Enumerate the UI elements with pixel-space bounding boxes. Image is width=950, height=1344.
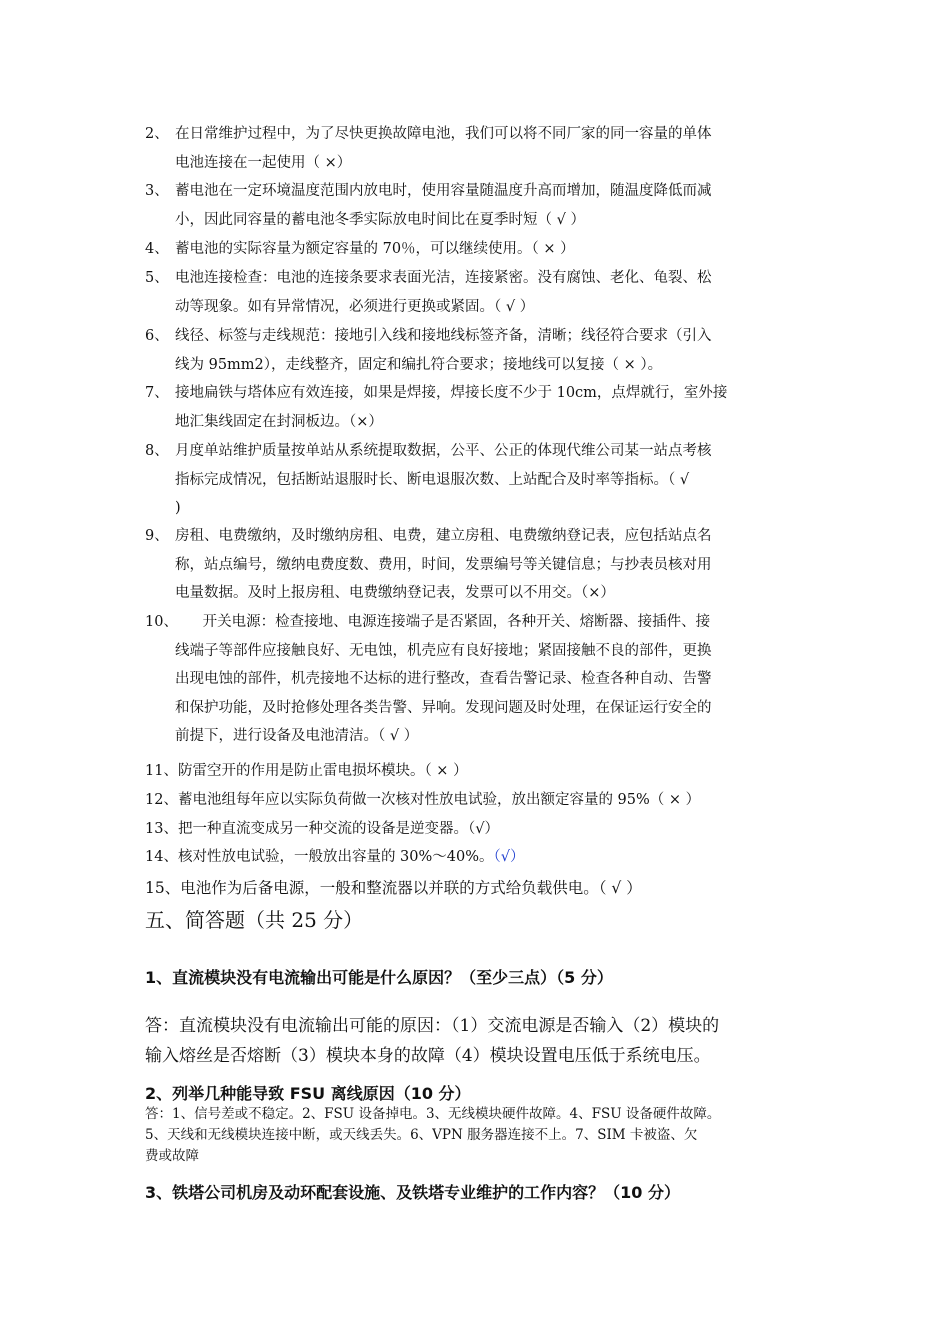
section-title: 五、简答题（共 25 分） (145, 908, 364, 932)
answer-line: 5、天线和无线模块连接中断，或天线丢失。6、VPN 服务器连接不上。7、SIM 卡被盗、欠 (145, 1127, 698, 1143)
item-text: 指标完成情况，包括断站退服时长、断电退服次数、上站配合及时率等指标。（ √ (175, 471, 690, 488)
answer-line: 答：1、信号差或不稳定。2、FSU 设备掉电。3、无线模块硬件故障。4、FSU 设备硬件故障。 (145, 1106, 721, 1122)
item-text: 11、防雷空开的作用是防止雷电损坏模块。（ × ） (145, 763, 468, 779)
tf-item-10 (145, 608, 815, 751)
item-number: 9、 (145, 528, 169, 544)
item-text: 电池连接检查：电池的连接条要求表面光洁，连接紧密。没有腐蚀、老化、龟裂、松 (175, 270, 712, 286)
item-text: 蓄电池在一定环境温度范围内放电时，使用容量随温度升高而增加，随温度降低而减 (175, 183, 712, 199)
tf-item-6 (145, 322, 815, 379)
item-text: 13、把一种直流变成另一种交流的设备是逆变器。（√） (145, 821, 499, 837)
tf-item-15 (145, 876, 642, 898)
answer-line: 费或故障 (145, 1148, 199, 1164)
item-text: 线为 95mm2），走线整齐，固定和编扎符合要求；接地线可以复接（ × ）。 (175, 356, 663, 373)
item-number: 2、 (145, 126, 169, 142)
item-text: 14、核对性放电试验，一般放出容量的 30%～40%。 (145, 849, 494, 865)
answer-line: 输入熔丝是否熔断（3）模块本身的故障（4）模块设置电压低于系统电压。 (145, 1046, 711, 1066)
item-number: 3、 (145, 183, 169, 199)
item-text: 蓄电池的实际容量为额定容量的 70％，可以继续使用。（ × ） (175, 241, 575, 257)
item-text: 电量数据。及时上报房租、电费缴纳登记表，发票可以不用交。（×） (175, 585, 615, 602)
tf-item-11 (145, 759, 468, 780)
item-text: 和保护功能，及时抢修处理各类告警、异响。发现问题及时处理，在保证运行安全的 (175, 699, 712, 716)
tf-item-2 (145, 120, 815, 177)
item-text: 在日常维护过程中，为了尽快更换故障电池，我们可以将不同厂家的同一容量的单体 (175, 126, 712, 142)
item-text: 12、蓄电池组每年应以实际负荷做一次核对性放电试验，放出额定容量的 95%（ × ） (145, 792, 701, 808)
tf-item-13 (145, 817, 499, 838)
item-number: 5、 (145, 270, 169, 286)
answer-2 (145, 1104, 825, 1167)
item-number: 10、 (145, 614, 178, 630)
item-text: 房租、电费缴纳，及时缴纳房租、电费，建立房租、电费缴纳登记表，应包括站点名 (175, 528, 712, 544)
item-text: 15、电池作为后备电源，一般和整流器以并联的方式给负载供电。（ √ ） (145, 879, 642, 897)
item-number: 4、 (145, 241, 169, 257)
item-text: 小，因此同容量的蓄电池冬季实际放电时间比在夏季时短（ √ ） (175, 211, 585, 228)
answer-line: 答：直流模块没有电流输出可能的原因：（1）交流电源是否输入（2）模块的 (145, 1016, 720, 1036)
item-text: 称，站点编号，缴纳电费度数、费用，时间，发票编号等关键信息；与抄表员核对用 (175, 556, 712, 573)
tf-item-4 (145, 235, 815, 264)
item-text: 地汇集线固定在封洞板边。（×） (175, 413, 383, 430)
item-text: 接地扁铁与塔体应有效连接，如果是焊接，焊接长度不少于 10cm，点焊就行，室外接 (175, 385, 728, 401)
item-text: 出现电蚀的部件，机壳接地不达标的进行整改，查看告警记录、检查各种自动、告警 (175, 671, 712, 688)
item-text: 线径、标签与走线规范：接地引入线和接地线标签齐备，清晰；线径符合要求（引入 (175, 328, 712, 344)
answer-mark: （√） (493, 849, 525, 865)
tf-item-7 (145, 379, 815, 436)
item-text: 月度单站维护质量按单站从系统提取数据，公平、公正的体现代维公司某一站点考核 (175, 443, 712, 459)
item-text: 电池连接在一起使用（ ×） (175, 154, 352, 171)
tf-item-9 (145, 522, 815, 608)
tf-item-5 (145, 264, 815, 321)
item-number: 8、 (145, 443, 169, 459)
item-text: 线端子等部件应接触良好、无电蚀，机壳应有良好接地；紧固接触不良的部件，更换 (175, 642, 712, 659)
tf-item-3 (145, 177, 815, 234)
tf-item-14 (145, 845, 525, 866)
question-3: 3、铁塔公司机房及动环配套设施、及铁塔专业维护的工作内容？（10 分） (145, 1183, 680, 1202)
tf-item-12 (145, 788, 700, 809)
question-2: 2、列举几种能导致 FSU 离线原因（10 分） (145, 1084, 471, 1103)
item-text: ) (175, 500, 181, 517)
item-text: 前提下，进行设备及电池清洁。（ √ ） (175, 728, 419, 745)
question-1: 1、直流模块没有电流输出可能是什么原因？（至少三点）（5 分） (145, 968, 613, 987)
answer-1 (145, 1011, 825, 1071)
item-text: 动等现象。如有异常情况，必须进行更换或紧固。（ √ ） (175, 298, 535, 315)
tf-item-8 (145, 437, 815, 523)
item-number: 7、 (145, 385, 169, 401)
item-number: 6、 (145, 328, 169, 344)
item-text: 开关电源：检查接地、电源连接端子是否紧固，各种开关、熔断器、接插件、接 (175, 614, 711, 630)
